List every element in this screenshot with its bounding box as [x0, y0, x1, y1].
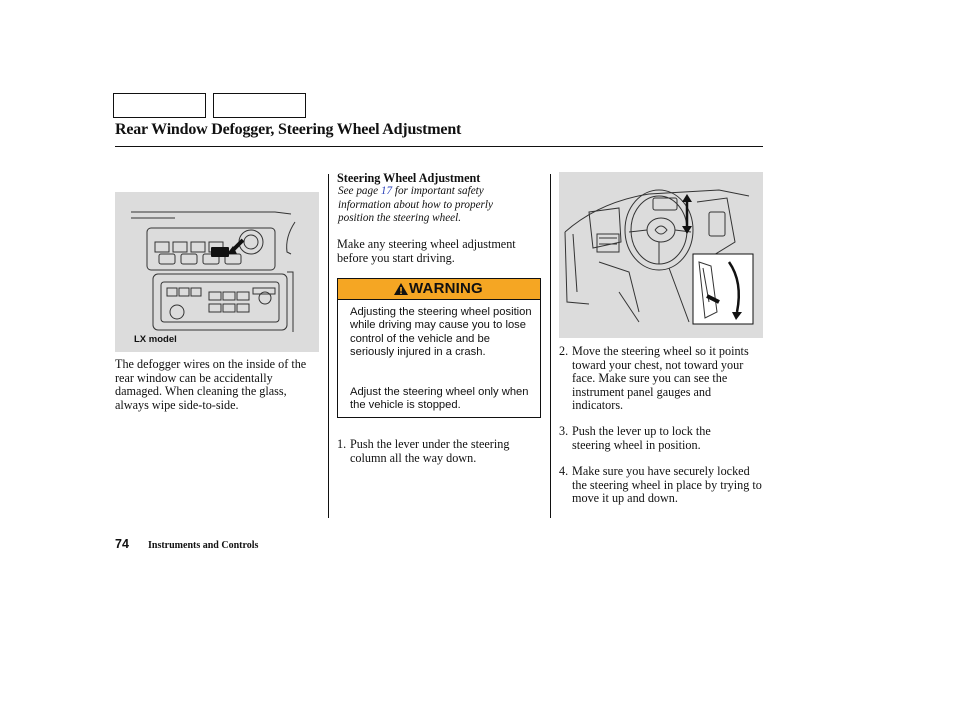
step-text: Push the lever up to lock the steering wheel in position.	[572, 424, 711, 452]
section-heading: Steering Wheel Adjustment	[337, 171, 481, 185]
column-divider-2	[550, 174, 551, 518]
footer-section-title: Instruments and Controls	[148, 540, 259, 551]
page-title: Rear Window Defogger, Steering Wheel Adjustment	[115, 121, 462, 138]
header-tab-right	[213, 93, 306, 118]
step-text: Move the steering wheel so it points toward your chest, not toward your face. Make sure you can see the instrument panel gauges and indicators.	[572, 344, 749, 412]
defogger-button-illustration	[115, 192, 319, 352]
note-prefix: See page	[338, 185, 379, 197]
step-text: Make sure you have securely locked the steering wheel in place by trying to move it up and down.	[572, 464, 762, 505]
warning-paragraph-1: Adjusting the steering wheel position while driving may cause you to lose control of the vehicle and be seriously injured in a crash.	[350, 306, 532, 359]
step-number: 4.	[559, 464, 569, 478]
note-suffix: for important safety information about how to properly position the steering wheel.	[338, 185, 493, 225]
warning-triangle-icon	[393, 282, 409, 296]
step-text: Push the lever under the steering column all the way down.	[350, 437, 510, 465]
warning-box	[337, 278, 541, 418]
illustration-caption: LX model	[134, 334, 177, 345]
warning-header-bar	[338, 279, 540, 300]
header-tab-left	[113, 93, 206, 118]
steering-wheel-drawing	[559, 172, 763, 338]
step-number: 3.	[559, 424, 569, 438]
adjustment-intro: Make any steering wheel adjustment before you start driving.	[337, 237, 516, 265]
defogger-panel-drawing	[115, 192, 319, 352]
step-number: 2.	[559, 344, 569, 358]
defogger-paragraph: The defogger wires on the inside of the rear window can be accidentally damaged. When cleaning the glass, always wipe side-to-side.	[115, 357, 307, 412]
step-number: 1.	[337, 437, 347, 451]
warning-title: WARNING	[409, 280, 483, 297]
page-number: 74	[115, 537, 129, 551]
steering-wheel-illustration	[559, 172, 763, 338]
safety-note	[338, 185, 528, 226]
column-divider-1	[328, 174, 329, 518]
page-17-link[interactable]: 17	[380, 185, 393, 197]
warning-paragraph-2: Adjust the steering wheel only when the vehicle is stopped.	[350, 386, 529, 412]
title-divider	[115, 146, 763, 147]
